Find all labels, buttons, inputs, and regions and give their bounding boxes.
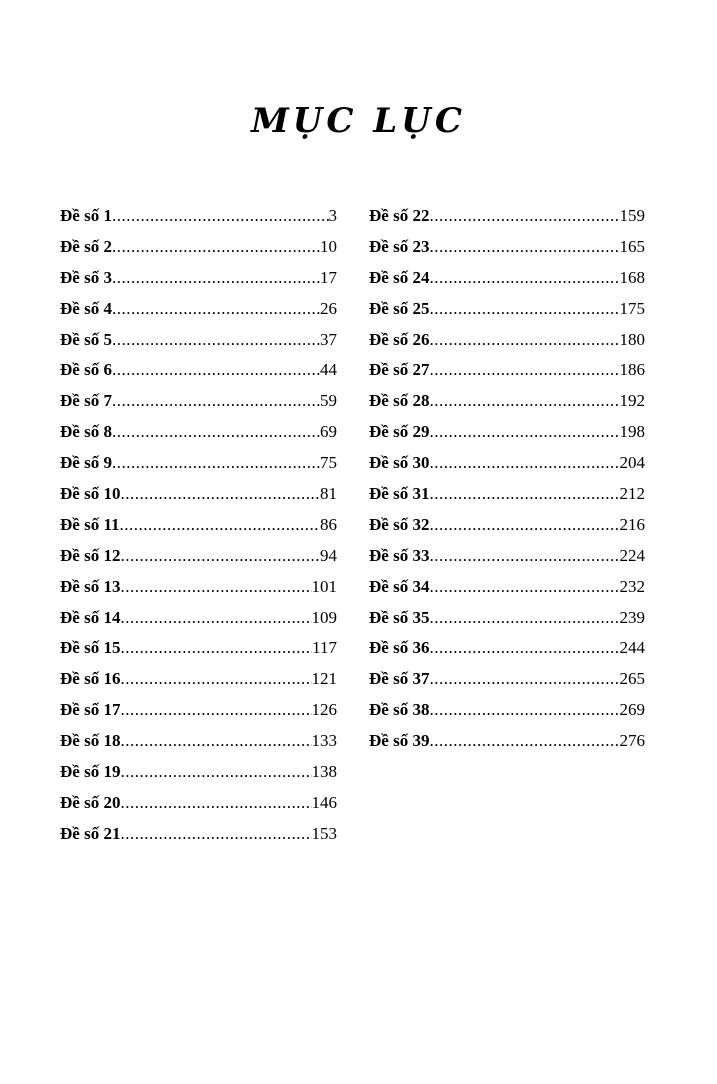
toc-entry-label: Đề số 3 [60, 267, 112, 287]
toc-entry-label: Đề số 17 [60, 700, 121, 720]
toc-entry[interactable] [369, 664, 645, 695]
toc-entry[interactable] [60, 695, 337, 726]
toc-page-number: 180 [619, 329, 645, 349]
toc-entry[interactable] [60, 263, 337, 294]
toc-page-number: 146 [311, 792, 337, 812]
toc-dot-leader [429, 417, 619, 448]
toc-entry-label: Đề số 4 [60, 298, 112, 318]
toc-entry[interactable] [60, 510, 337, 541]
toc-entry[interactable] [369, 355, 645, 386]
toc-dot-leader [429, 633, 619, 664]
toc-page-number: 204 [619, 453, 645, 473]
toc-entry[interactable] [60, 448, 337, 479]
toc-entry[interactable] [60, 664, 337, 695]
toc-entry[interactable] [369, 263, 645, 294]
toc-page-number: 94 [320, 545, 337, 565]
toc-entry[interactable] [369, 510, 645, 541]
toc-entry[interactable] [60, 633, 337, 664]
toc-dot-leader [429, 232, 619, 263]
toc-entry-label: Đề số 19 [60, 762, 121, 782]
toc-page-number: 239 [619, 607, 645, 627]
toc-page-number: 276 [619, 731, 645, 751]
toc-entry-label: Đề số 39 [369, 731, 430, 751]
toc-dot-leader [120, 510, 321, 541]
toc-entry[interactable] [369, 479, 645, 510]
toc-dot-leader [112, 232, 320, 263]
toc-entry-label: Đề số 20 [60, 792, 121, 812]
toc-dot-leader [429, 325, 619, 356]
toc-dot-leader [112, 201, 329, 232]
toc-entry-label: Đề số 28 [369, 391, 430, 411]
toc-entry[interactable] [369, 695, 645, 726]
toc-entry-label: Đề số 29 [369, 422, 430, 442]
toc-entry[interactable] [60, 386, 337, 417]
toc-entry[interactable] [369, 201, 645, 232]
toc-entry-label: Đề số 21 [60, 823, 121, 843]
toc-dot-leader [429, 448, 619, 479]
toc-dot-leader [429, 726, 619, 757]
toc-entry[interactable] [369, 417, 645, 448]
toc-dot-leader [120, 572, 311, 603]
toc-entry[interactable] [60, 201, 337, 232]
toc-entry[interactable] [60, 541, 337, 572]
toc-page-number: 26 [320, 298, 337, 318]
toc-dot-leader [112, 448, 320, 479]
toc-page-number: 159 [619, 206, 645, 225]
toc-dot-leader [429, 695, 619, 726]
toc-page-number: 198 [619, 422, 645, 442]
toc-page-number: 121 [311, 669, 337, 689]
toc-entry[interactable] [369, 572, 645, 603]
toc-entry-label: Đề số 16 [60, 669, 121, 689]
toc-page-number: 75 [320, 453, 337, 473]
toc-page-number: 192 [619, 391, 645, 411]
toc-page-number: 165 [619, 236, 645, 256]
toc-entry[interactable] [60, 726, 337, 757]
toc-dot-leader [120, 479, 320, 510]
toc-entry-label: Đề số 27 [369, 360, 430, 380]
toc-page-number: 175 [619, 298, 645, 318]
toc-dot-leader [112, 325, 320, 356]
toc-entry[interactable] [60, 819, 337, 850]
toc-entry[interactable] [369, 294, 645, 325]
toc-dot-leader [429, 572, 619, 603]
toc-page-number: 269 [619, 700, 645, 720]
toc-entry-label: Đề số 24 [369, 267, 430, 287]
toc-entry-label: Đề số 10 [60, 484, 121, 504]
toc-entry[interactable] [369, 541, 645, 572]
toc-page-number: 232 [619, 576, 645, 596]
toc-page-number: 212 [619, 484, 645, 504]
toc-dot-leader [112, 263, 320, 294]
toc-entry-label: Đề số 22 [369, 206, 430, 225]
toc-page-number: 168 [619, 267, 645, 287]
toc-page-number: 186 [619, 360, 645, 380]
toc-page-number: 216 [619, 514, 645, 534]
toc-page-number: 101 [311, 576, 337, 596]
toc-entry[interactable] [60, 572, 337, 603]
toc-page-number: 44 [320, 360, 337, 380]
toc-page-number: 17 [320, 267, 337, 287]
toc-dot-leader [120, 819, 311, 850]
toc-page-number: 244 [619, 638, 645, 658]
toc-entry[interactable] [60, 479, 337, 510]
toc-entry[interactable] [369, 448, 645, 479]
toc-dot-leader [429, 263, 619, 294]
toc-entry[interactable] [369, 726, 645, 757]
toc-dot-leader [120, 541, 320, 572]
toc-entry[interactable] [369, 232, 645, 263]
toc-dot-leader [112, 355, 320, 386]
toc-dot-leader [120, 664, 311, 695]
toc-dot-leader [429, 664, 619, 695]
toc-entry[interactable] [369, 603, 645, 634]
toc-dot-leader [429, 541, 619, 572]
page-title: MỤC LỤC [251, 100, 466, 141]
toc-entry[interactable] [60, 325, 337, 356]
toc-page-number: 86 [320, 514, 337, 534]
toc-entry[interactable] [60, 355, 337, 386]
toc-entry-label: Đề số 25 [369, 298, 430, 318]
toc-page-number: 3 [328, 206, 337, 225]
toc-entry-label: Đề số 36 [369, 638, 430, 658]
toc-dot-leader [429, 510, 619, 541]
toc-entry-label: Đề số 14 [60, 607, 121, 627]
toc-page-number: 224 [619, 545, 645, 565]
toc-entry[interactable] [369, 633, 645, 664]
toc-entry-label: Đề số 31 [369, 484, 430, 504]
toc-page-number: 69 [320, 422, 337, 442]
toc-entry-label: Đề số 12 [60, 545, 121, 565]
toc-entry-label: Đề số 11 [60, 514, 120, 534]
toc-entry-label: Đề số 26 [369, 329, 430, 349]
toc-dot-leader [120, 788, 311, 819]
toc-dot-leader [112, 417, 320, 448]
toc-entry[interactable] [60, 294, 337, 325]
toc-entry[interactable] [60, 232, 337, 263]
toc-page-number: 138 [311, 762, 337, 782]
toc-dot-leader [429, 386, 619, 417]
toc-entry-label: Đề số 33 [369, 545, 430, 565]
toc-entry-label: Đề số 1 [60, 206, 112, 225]
toc-entry[interactable] [60, 603, 337, 634]
toc-page-number: 109 [311, 607, 337, 627]
toc-entry[interactable] [369, 325, 645, 356]
toc-dot-leader [120, 695, 311, 726]
toc-entry[interactable] [60, 757, 337, 788]
toc-dot-leader [429, 603, 619, 634]
toc-entry-label: Đề số 7 [60, 391, 112, 411]
toc-page-number: 265 [619, 669, 645, 689]
toc-dot-leader [429, 294, 619, 325]
toc-page-number: 117 [312, 638, 337, 658]
toc-dot-leader [112, 386, 320, 417]
toc-page-number: 133 [311, 731, 337, 751]
toc-entry-label: Đề số 35 [369, 607, 430, 627]
toc-entry-label: Đề số 38 [369, 700, 430, 720]
toc-dot-leader [120, 603, 311, 634]
toc-right-column [369, 201, 645, 757]
toc-entry-label: Đề số 8 [60, 422, 112, 442]
toc-entry-label: Đề số 23 [369, 236, 430, 256]
toc-page-number: 153 [311, 823, 337, 843]
toc-dot-leader [429, 201, 619, 232]
toc-dot-leader [120, 757, 311, 788]
toc-entry[interactable] [369, 386, 645, 417]
toc-left-column [60, 201, 337, 850]
toc-dot-leader [120, 726, 311, 757]
toc-dot-leader [112, 294, 320, 325]
toc-page-number: 126 [311, 700, 337, 720]
toc-entry-label: Đề số 18 [60, 731, 121, 751]
toc-entry-label: Đề số 2 [60, 236, 112, 256]
toc-entry-label: Đề số 9 [60, 453, 112, 473]
toc-dot-leader [429, 355, 619, 386]
toc-entry-label: Đề số 13 [60, 576, 121, 596]
toc-entry-label: Đề số 5 [60, 329, 112, 349]
toc-entry-label: Đề số 15 [60, 638, 121, 658]
toc-page-number: 10 [320, 236, 337, 256]
toc-page-number: 59 [320, 391, 337, 411]
toc-entry[interactable] [60, 417, 337, 448]
toc-dot-leader [429, 479, 619, 510]
toc-page-number: 37 [320, 329, 337, 349]
toc-entry-label: Đề số 30 [369, 453, 430, 473]
toc-entry-label: Đề số 32 [369, 514, 430, 534]
toc-entry-label: Đề số 37 [369, 669, 430, 689]
toc-dot-leader [120, 633, 312, 664]
toc-page-number: 81 [320, 484, 337, 504]
toc-entry-label: Đề số 34 [369, 576, 430, 596]
toc-entry[interactable] [60, 788, 337, 819]
toc-entry-label: Đề số 6 [60, 360, 112, 380]
